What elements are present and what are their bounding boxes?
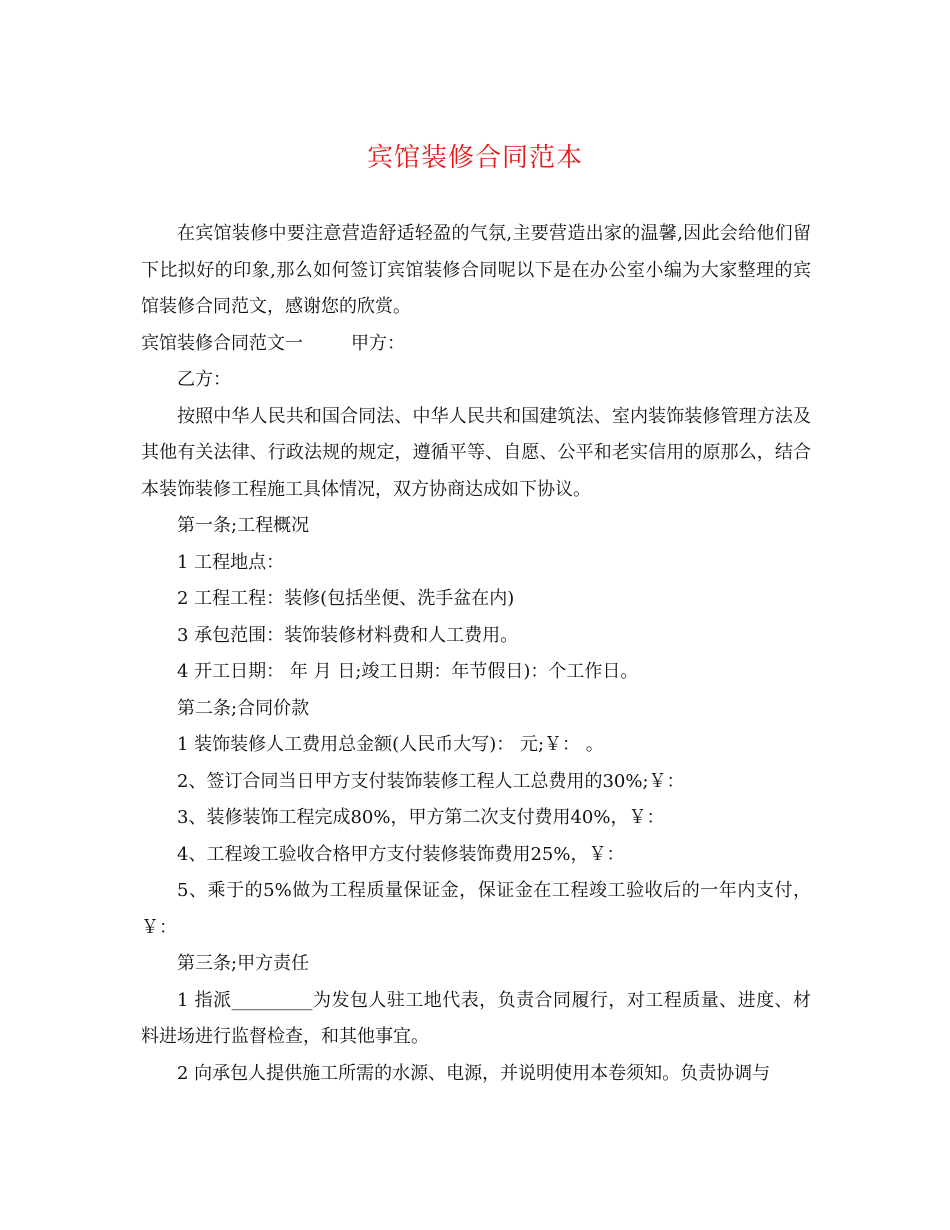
article-2-item: 2、签订合同当日甲方支付装饰装修工程人工总费用的30%;￥： [177,770,685,792]
party-a-label: 甲方： [351,332,405,354]
document-body [141,216,811,1092]
document-title: 宾馆装修合同范本 [366,143,583,173]
party-b-label: 乙方： [177,369,231,390]
article-1-item: 2 工程工程：装修(包括坐便、洗手盆在内) [177,588,515,609]
intro-paragraph: 在宾馆装修中要注意营造舒适轻盈的气氛,主要营造出家的温馨,因此会给他们留下比拟好的印象,那么如何签订宾馆装修合同呢以下是在办公室小编为大家整理的宾馆装修合同范文，感谢您的欣赏。 [141,223,811,317]
sample-heading: 宾馆装修合同范文一 [141,332,303,354]
preamble-paragraph: 按照中华人民共和国合同法、中华人民共和国建筑法、室内装饰装修管理方法及其他有关法律、行政法规的规定，遵循平等、自愿、公平和老实信用的原那么，结合本装饰装修工程施工具体情况，双方协商达成如下协议。 [141,405,811,500]
sample-heading-line [141,326,811,363]
article-2-item: 3、装修装饰工程完成80%，甲方第二次支付费用40%，￥： [177,807,665,828]
article-2-heading: 第二条;合同价款 [177,697,310,719]
article-1-heading: 第一条;工程概况 [177,515,310,536]
article-2-item: 1 装饰装修人工费用总金额(人民币大写)： 元;￥： 。 [177,734,604,755]
article-1-item: 1 工程地点： [177,551,285,573]
article-1-item: 3 承包范围：装饰装修材料费和人工费用。 [177,624,519,646]
article-2-item: 5、乘于的5%做为工程质量保证金，保证金在工程竣工验收后的一年内支付，￥： [141,880,811,938]
article-1-item: 4 开工日期： 年 月 日;竣工日期：年节假日)：个工作日。 [177,661,639,682]
article-3-heading: 第三条;甲方责任 [177,953,310,974]
article-2-item: 4、工程竣工验收合格甲方支付装修装饰费用25%，￥： [177,843,625,865]
article-3-item: 2 向承包人提供施工所需的水源、电源，并说明使用本卷须知。负责协调与 [177,1062,771,1084]
article-3-item: 1 指派_________为发包人驻工地代表，负责合同履行，对工程质量、进度、材料进场进行监督检查，和其他事宜。 [141,989,811,1047]
